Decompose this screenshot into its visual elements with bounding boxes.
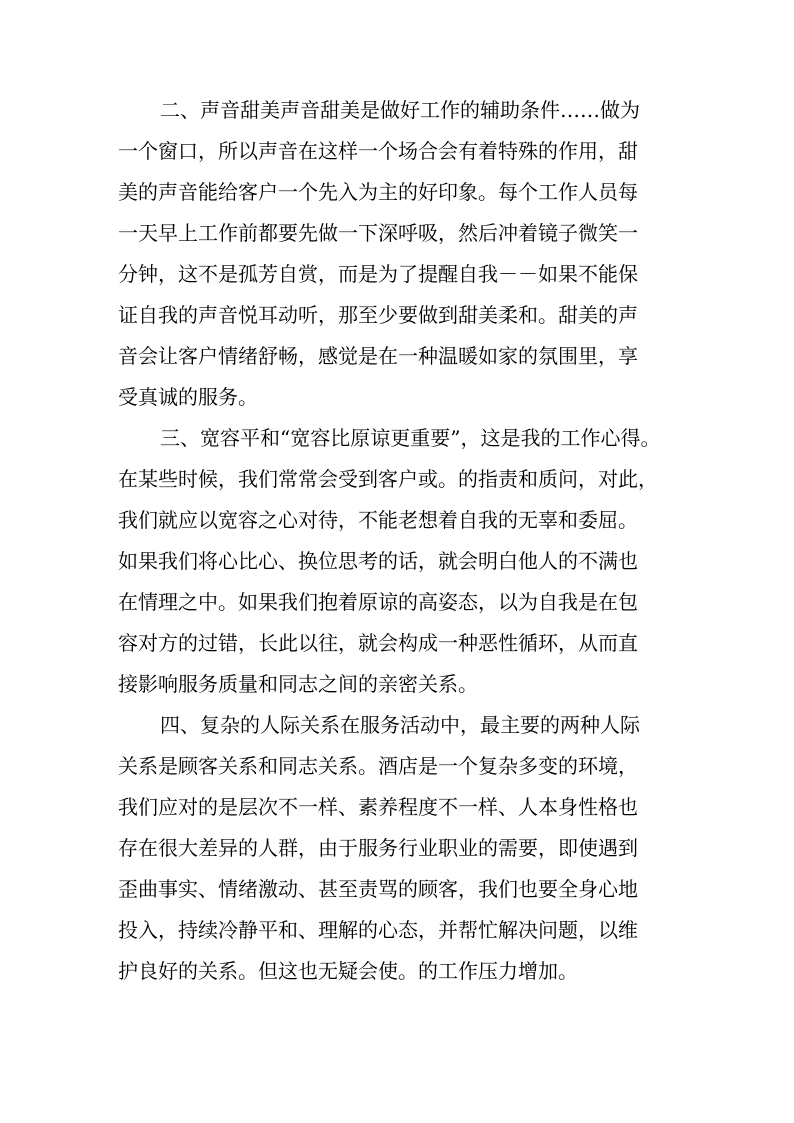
paragraph-3-line-1: 三、宽容平和“宽容比原谅更重要”，这是我的工作心得。 — [160, 426, 661, 450]
paragraph-4-line-6: 投入，持续冷静平和、理解的心态，并帮忙解决问题，以维 — [118, 918, 638, 942]
paragraph-3-line-6: 容对方的过错，长此以往，就会构成一种恶性循环，从而直 — [118, 631, 638, 655]
paragraph-3-line-5: 在情理之中。如果我们抱着原谅的高姿态，以为自我是在包 — [118, 590, 638, 614]
paragraph-4-line-5: 歪曲事实、情绪激动、甚至责骂的顾客，我们也要全身心地 — [118, 877, 638, 901]
paragraph-2-line-8: 受真诚的服务。 — [118, 385, 258, 409]
paragraph-3-line-4: 如果我们将心比心、换位思考的话，就会明白他人的不满也 — [118, 549, 638, 573]
paragraph-4-line-4: 存在很大差异的人群，由于服务行业职业的需要，即使遇到 — [118, 836, 638, 860]
paragraph-4-line-7: 护良好的关系。但这也无疑会使。的工作压力增加。 — [118, 959, 578, 983]
paragraph-4-line-1: 四、复杂的人际关系在服务活动中，最主要的两种人际 — [160, 713, 640, 737]
paragraph-2-line-5: 分钟，这不是孤芳自赏，而是为了提醒自我－－如果不能保 — [118, 262, 638, 286]
paragraph-2-line-2: 一个窗口，所以声音在这样一个场合会有着特殊的作用，甜 — [118, 139, 638, 163]
paragraph-2-line-7: 音会让客户情绪舒畅，感觉是在一种温暖如家的氛围里，享 — [118, 344, 638, 368]
paragraph-2-line-3: 美的声音能给客户一个先入为主的好印象。每个工作人员每 — [118, 180, 638, 204]
paragraph-3-line-7: 接影响服务质量和同志之间的亲密关系。 — [118, 672, 478, 696]
paragraph-2-line-6: 证自我的声音悦耳动听，那至少要做到甜美柔和。甜美的声 — [118, 303, 638, 327]
paragraph-2-line-4: 一天早上工作前都要先做一下深呼吸，然后冲着镜子微笑一 — [118, 221, 638, 245]
paragraph-4-line-2: 关系是顾客关系和同志关系。酒店是一个复杂多变的环境， — [118, 754, 638, 778]
paragraph-4-line-3: 我们应对的是层次不一样、素养程度不一样、人本身性格也 — [118, 795, 638, 819]
paragraph-2-line-1: 二、声音甜美声音甜美是做好工作的辅助条件……做为 — [160, 98, 640, 122]
paragraph-3-line-2: 在某些时候，我们常常会受到客户或。的指责和质问，对此， — [118, 467, 658, 491]
paragraph-3-line-3: 我们就应以宽容之心对待，不能老想着自我的无辜和委屈。 — [118, 508, 638, 532]
